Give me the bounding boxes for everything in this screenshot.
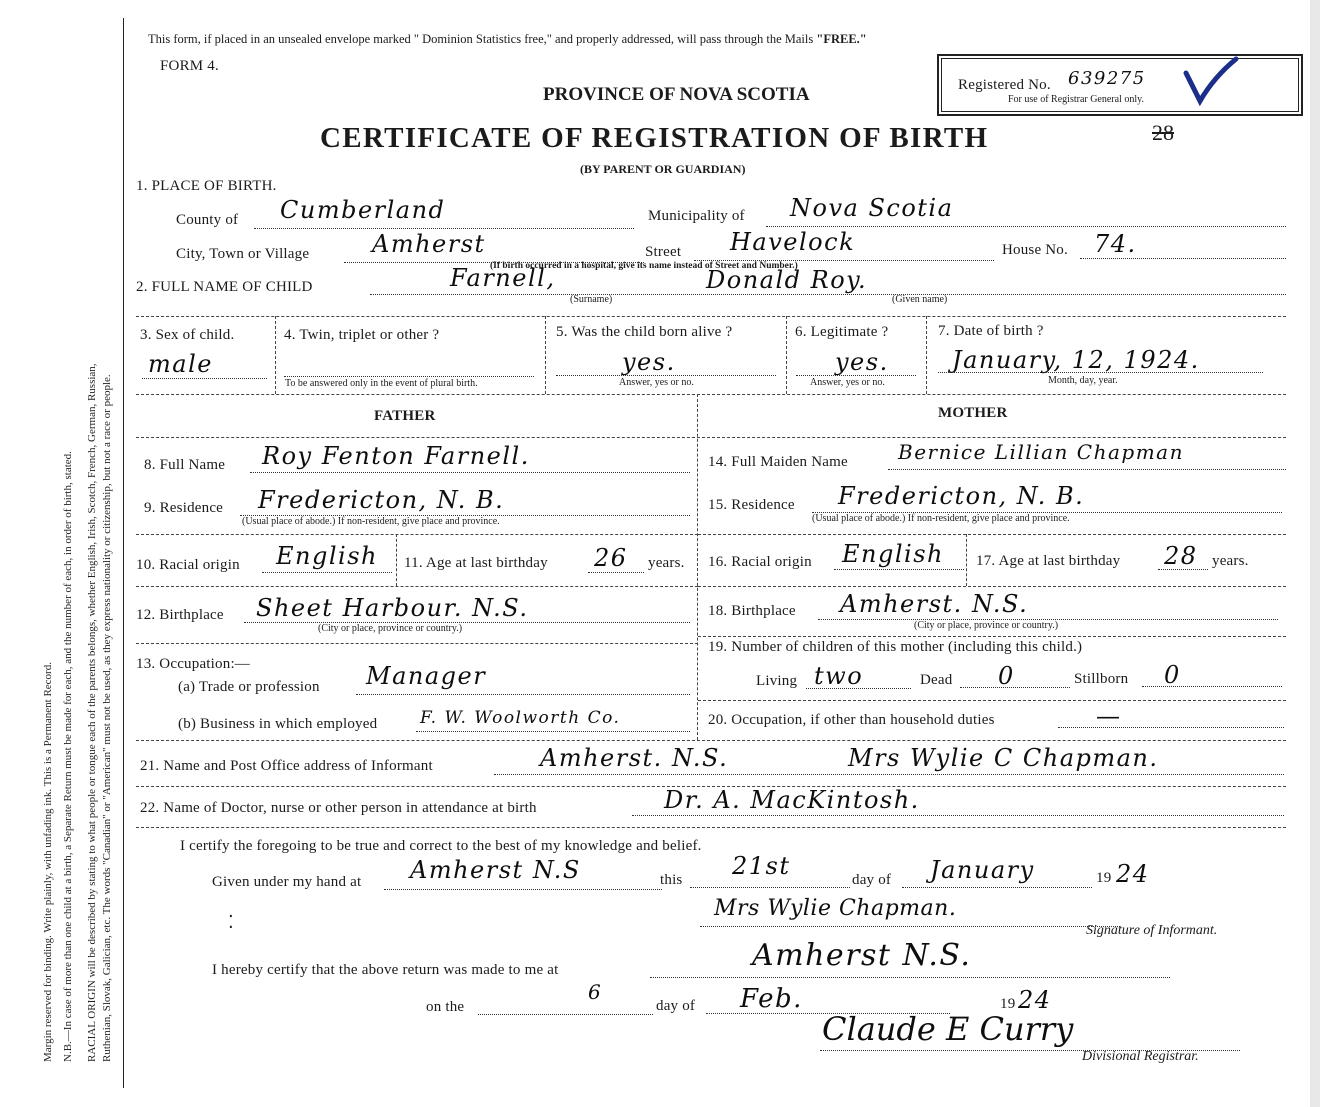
legitimate-value: yes. [835, 348, 889, 376]
dob-label: 7. Date of birth ? [938, 323, 1044, 339]
child-surname: Farnell, [450, 264, 556, 292]
dead-value: 0 [998, 662, 1015, 690]
house-label: House No. [1002, 242, 1068, 258]
registrar-day: 6 [588, 980, 603, 1004]
father-age-value: 26 [594, 544, 628, 572]
surname-note: (Surname) [570, 294, 613, 305]
mother-occupation-label: 20. Occupation, if other than household duties [708, 712, 995, 728]
city-value: Amherst [372, 230, 486, 258]
living-label: Living [756, 673, 798, 689]
father-race-value: English [276, 542, 378, 570]
registrar-note: For use of Registrar General only. [1008, 94, 1144, 105]
mother-residence-note: (Usual place of abode.) If non-resident, give place and province. [812, 513, 1070, 524]
father-occupation-label: 13. Occupation:— [136, 656, 251, 672]
street-value: Havelock [730, 228, 856, 256]
mother-race-label: 16. Racial origin [708, 554, 812, 570]
margin-nb-note: N.B.—In case of more than one child at a birth, a Separate Return must be made for each, and the number of each, in order of birth, stated. [62, 451, 74, 1062]
mail-notice: This form, if placed in an unsealed envelope marked " Dominion Statistics free," and properly addressed, will pass through the Mails "FREE." [148, 32, 867, 46]
this-label: this [660, 872, 683, 888]
registrar-dayof-label: day of [656, 998, 696, 1014]
given-label: Given under my hand at [212, 874, 362, 890]
mother-residence-value: Fredericton, N. B. [838, 482, 1085, 510]
hospital-note: (If birth occurred in a hospital, give its name instead of Street and Number.) [490, 261, 798, 271]
mother-age-label: 17. Age at last birthday [976, 553, 1121, 569]
given-year-prefix: 19 [1096, 870, 1112, 886]
registrar-year-prefix: 19 [1000, 996, 1016, 1012]
father-birthplace-note: (City or place, province or country.) [318, 623, 463, 634]
children-label: 19. Number of children of this mother (including this child.) [708, 639, 1083, 655]
father-business-value: F. W. Woolworth Co. [420, 708, 621, 728]
father-trade-value: Manager [366, 662, 487, 690]
margin-racial-note-1: RACIAL ORIGIN will be described by stating to what people or tongue each of the parents belongs, whether English, Irish, Scotch, French, German, Russian, [86, 363, 98, 1062]
given-day: 21st [732, 852, 791, 880]
on-the-label: on the [426, 999, 465, 1015]
signature-label: Signature of Informant. [1086, 923, 1218, 938]
stillborn-label: Stillborn [1074, 671, 1129, 687]
given-month: January [930, 856, 1035, 884]
free-label: "FREE." [816, 32, 867, 46]
informant-name: Mrs Wylie C Chapman. [848, 744, 1159, 772]
certify-statement: I certify the foregoing to be true and correct to the best of my knowledge and belief. [180, 838, 702, 854]
registrar-sig-label: Divisional Registrar. [1082, 1049, 1199, 1064]
registrar-month: Feb. [740, 984, 803, 1014]
municipality-value: Nova Scotia [790, 194, 954, 222]
mother-years-label: years. [1212, 553, 1249, 569]
doctor-name: Dr. A. MacKintosh. [664, 786, 920, 814]
municipality-label: Municipality of [648, 208, 745, 224]
legitimate-label: 6. Legitimate ? [795, 324, 889, 340]
legitimate-note: Answer, yes or no. [810, 377, 885, 388]
registrar-signature: Claude E Curry [822, 1010, 1074, 1048]
margin-binding-note: Margin reserved for binding. Write plainly, with unfading ink. This is a Permanent Record. [42, 662, 54, 1062]
house-value: 74. [1094, 230, 1137, 258]
registrar-year: 24 [1018, 986, 1052, 1014]
alive-value: yes. [622, 348, 676, 376]
alive-note: Answer, yes or no. [619, 377, 694, 388]
mother-name-value: Bernice Lillian Chapman [898, 440, 1184, 464]
check-mark-icon [1180, 55, 1240, 107]
certificate-title: CERTIFICATE OF REGISTRATION OF BIRTH [320, 122, 989, 154]
street-label: Street [645, 244, 682, 260]
father-race-label: 10. Racial origin [136, 557, 240, 573]
sex-value: male [148, 350, 213, 378]
right-edge-shadow [1310, 0, 1320, 1107]
place-heading: 1. PLACE OF BIRTH. [136, 178, 277, 194]
registrar-place: Amherst N.S. [752, 938, 972, 973]
struck-number: 28 [1152, 120, 1174, 145]
father-age-label: 11. Age at last birthday [404, 555, 548, 571]
dayof-label: day of [852, 872, 892, 888]
father-residence-label: 9. Residence [144, 500, 224, 516]
twin-note: To be answered only in the event of plural birth. [285, 378, 478, 389]
given-note: (Given name) [892, 294, 948, 305]
child-given-name: Donald Roy. [706, 266, 868, 294]
ink-marks: ⁚ [228, 912, 234, 932]
father-name-value: Roy Fenton Farnell. [262, 442, 530, 470]
mother-name-label: 14. Full Maiden Name [708, 454, 848, 470]
mother-birthplace-value: Amherst. N.S. [840, 590, 1029, 618]
given-year: 24 [1116, 860, 1150, 888]
margin-racial-note-2: Ruthenian, Slovak, Galician, etc. The words "Canadian" or "American" must not be used, as they express nationality or citizenship, but not a race or people. [101, 374, 113, 1062]
stillborn-value: 0 [1164, 661, 1181, 689]
column-divider [697, 394, 698, 740]
certificate-subtitle: (BY PARENT OR GUARDIAN) [580, 162, 746, 176]
city-label: City, Town or Village [176, 246, 310, 262]
mother-birthplace-note: (City or place, province or country.) [914, 620, 1059, 631]
form-number: FORM 4. [160, 58, 219, 74]
father-business-label: (b) Business in which employed [178, 716, 378, 732]
mother-heading: MOTHER [938, 405, 1008, 421]
doctor-label: 22. Name of Doctor, nurse or other person in attendance at birth [140, 800, 537, 816]
informant-signature: Mrs Wylie Chapman. [714, 896, 957, 921]
county-label: County of [176, 212, 239, 228]
father-birthplace-value: Sheet Harbour. N.S. [256, 594, 529, 622]
informant-label: 21. Name and Post Office address of Informant [140, 758, 433, 774]
mother-residence-label: 15. Residence [708, 497, 795, 513]
alive-label: 5. Was the child born alive ? [556, 324, 733, 340]
informant-address: Amherst. N.S. [540, 744, 729, 772]
father-residence-note: (Usual place of abode.) If non-resident, give place and province. [242, 516, 500, 527]
registrar-statement: I hereby certify that the above return was made to me at [212, 962, 559, 978]
sex-label: 3. Sex of child. [140, 327, 235, 343]
father-years-label: years. [648, 555, 685, 571]
registered-label: Registered No. [958, 77, 1051, 93]
dob-note: Month, day, year. [1048, 375, 1118, 386]
father-heading: FATHER [374, 408, 436, 424]
mother-occupation-value: — [1096, 702, 1122, 730]
father-trade-label: (a) Trade or profession [178, 679, 320, 695]
mother-age-value: 28 [1164, 542, 1198, 570]
province-heading: PROVINCE OF NOVA SCOTIA [543, 84, 810, 105]
mother-race-value: English [842, 540, 944, 568]
given-place: Amherst N.S [410, 856, 581, 884]
living-value: two [814, 662, 864, 690]
father-name-label: 8. Full Name [144, 457, 226, 473]
father-birthplace-label: 12. Birthplace [136, 607, 224, 623]
dead-label: Dead [920, 672, 953, 688]
mother-birthplace-label: 18. Birthplace [708, 603, 796, 619]
registered-number: 639275 [1068, 68, 1146, 89]
father-residence-value: Fredericton, N. B. [258, 486, 505, 514]
county-value: Cumberland [280, 196, 446, 224]
dob-value: January, 12, 1924. [952, 346, 1200, 374]
margin-rule [123, 18, 124, 1088]
child-name-label: 2. FULL NAME OF CHILD [136, 279, 313, 295]
twin-label: 4. Twin, triplet or other ? [284, 327, 440, 343]
